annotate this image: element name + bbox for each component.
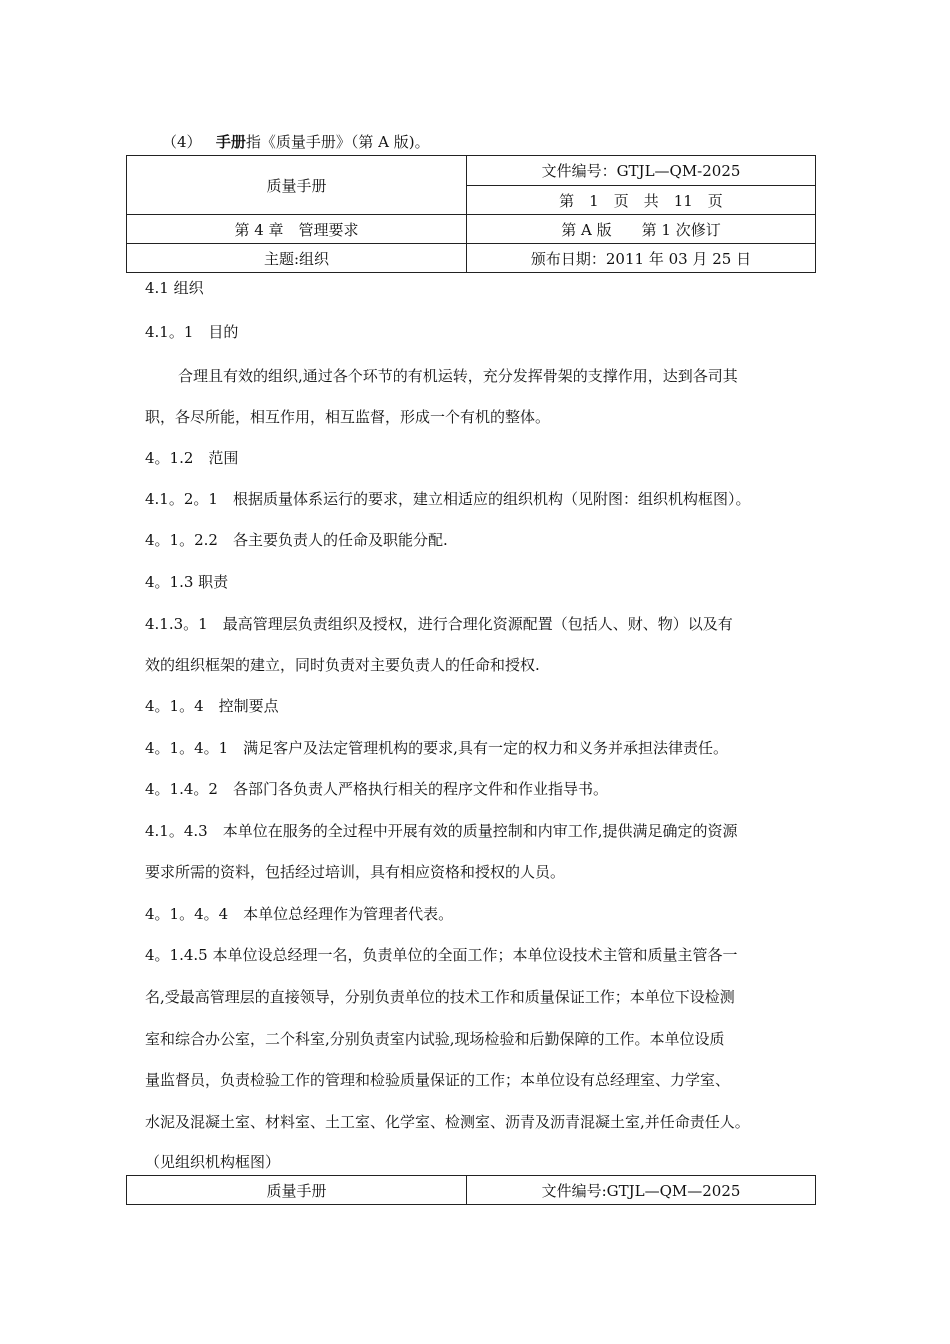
paragraph-line: 4。1。4。4 本单位总经理作为管理者代表。 — [145, 905, 454, 923]
paragraph-line: 效的组织框架的建立，同时负责对主要负责人的任命和授权. — [145, 656, 540, 674]
paragraph-line: 4。1.4.5 本单位设总经理一名，负责单位的全面工作；本单位设技术主管和质量主管各一 — [145, 946, 738, 964]
paragraph-line: 4.1。2。1 根据质量体系运行的要求，建立相适应的组织机构（见附图：组织机构框图）。 — [145, 490, 751, 508]
header-table — [126, 155, 816, 273]
footer-title: 质量手册 — [127, 1176, 467, 1205]
paragraph-line: 4。1。2.2 各主要负责人的任命及职能分配. — [145, 531, 448, 549]
paragraph-line: 量监督员，负责检验工作的管理和检验质量保证的工作；本单位设有总经理室、力学室、 — [145, 1071, 731, 1089]
paragraph-line: 名,受最高管理层的直接领导，分别负责单位的技术工作和质量保证工作；本单位下设检测 — [145, 988, 735, 1006]
paragraph-line: 合理且有效的组织,通过各个环节的有机运转，充分发挥骨架的支撑作用，达到各司其 — [178, 367, 738, 385]
header-doc-number: 文件编号：GTJL—QM-2025 — [467, 156, 816, 186]
paragraph-line: 4。1.4。2 各部门各负责人严格执行相关的程序文件和作业指导书。 — [145, 780, 608, 798]
subsection-heading: 4。1.2 范围 — [145, 449, 239, 467]
header-title: 质量手册 — [127, 156, 467, 215]
section-heading: 4.1 组织 — [145, 279, 204, 297]
header-subject: 主题:组织 — [127, 244, 467, 273]
paragraph-line: 职，各尽所能，相互作用，相互监督，形成一个有机的整体。 — [145, 408, 551, 426]
intro-rest: 指《质量手册》（第 A 版)。 — [245, 133, 430, 151]
header-issue-date: 颁布日期：2011 年 03 月 25 日 — [467, 244, 816, 273]
paragraph-line: 室和综合办公室，二个科室,分别负责室内试验,现场检验和后勤保障的工作。本单位设质 — [145, 1030, 725, 1048]
intro-line — [162, 131, 430, 152]
intro-number: （4） — [162, 133, 202, 151]
footer-table — [126, 1175, 816, 1205]
paragraph-line: 水泥及混凝土室、材料室、土工室、化学室、检测室、沥青及沥青混凝土室,并任命责任人。 — [145, 1113, 750, 1131]
paragraph-line: 要求所需的资料，包括经过培训，具有相应资格和授权的人员。 — [145, 863, 566, 881]
header-edition: 第 A 版 第 1 次修订 — [467, 215, 816, 244]
paragraph-line: （见组织机构框图） — [145, 1153, 281, 1171]
paragraph-line: 4.1.3。1 最高管理层负责组织及授权，进行合理化资源配置（包括人、财、物）以及有 — [145, 615, 733, 633]
subsection-heading: 4。1。4 控制要点 — [145, 697, 279, 715]
intro-bold-term: 手册 — [215, 133, 246, 151]
subsection-heading: 4。1.3 职责 — [145, 573, 229, 591]
paragraph-line: 4.1。4.3 本单位在服务的全过程中开展有效的质量控制和内审工作,提供满足确定的资源 — [145, 822, 738, 840]
paragraph-line: 4。1。4。1 满足客户及法定管理机构的要求,具有一定的权力和义务并承担法律责任。 — [145, 739, 728, 757]
header-chapter: 第 4 章 管理要求 — [127, 215, 467, 244]
subsection-heading: 4.1。1 目的 — [145, 323, 239, 341]
header-page-info: 第 1 页 共 11 页 — [467, 186, 816, 215]
footer-doc-number: 文件编号:GTJL—QM—2025 — [467, 1176, 816, 1205]
